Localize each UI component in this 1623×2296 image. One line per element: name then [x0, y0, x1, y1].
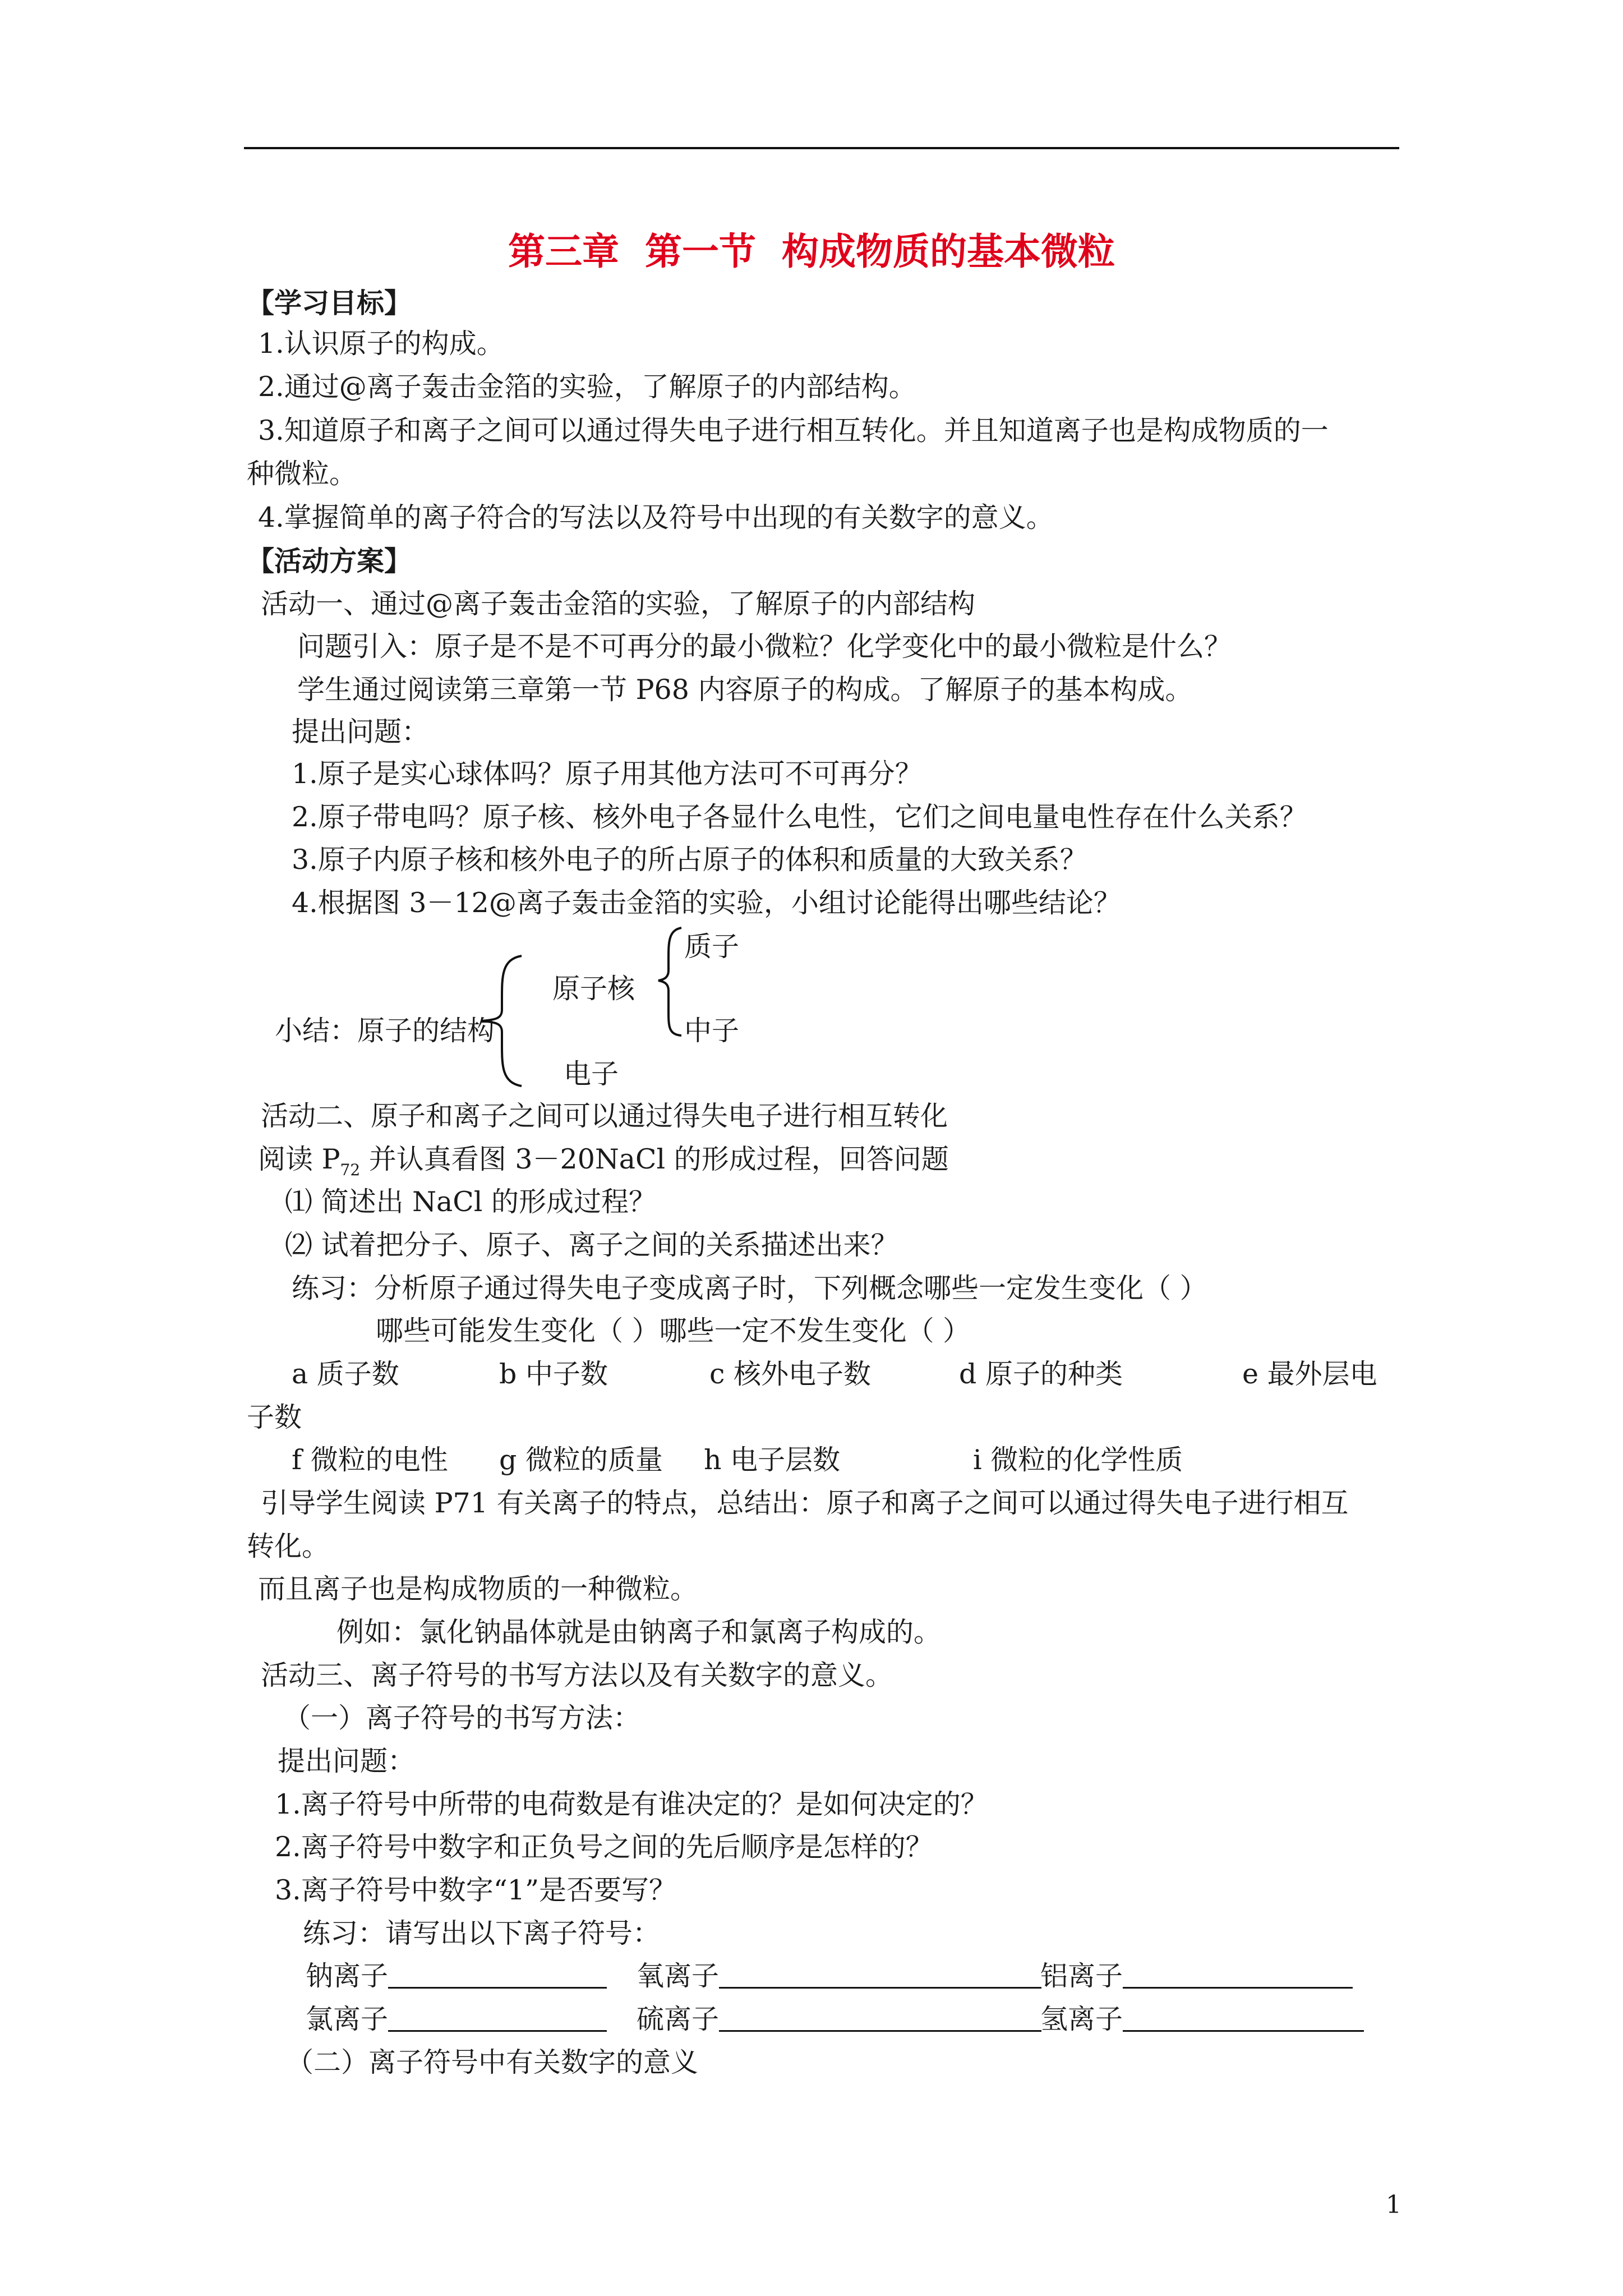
ion-hydrogen-blank[interactable]: [1123, 2005, 1364, 2032]
activity-2-p1: ⑴ 简述出 NaCl 的形成过程？: [285, 1186, 656, 1218]
neutron-label: 中子: [684, 1015, 740, 1047]
activity-1-intro: 问题引入：原子是不是不可再分的最小微粒？化学变化中的最小微粒是什么？: [297, 631, 1232, 662]
ion-sodium: 钠离子: [306, 1959, 607, 1993]
electron-label: 电子: [564, 1058, 619, 1090]
activity-1-q1: 1.原子是实心球体吗？原子用其他方法可不可再分？: [292, 758, 923, 790]
activity-3-q1: 1.离子符号中所带的电荷数是有谁决定的？是如何决定的？: [275, 1788, 988, 1820]
activity-3-sec1: （一）离子符号的书写方法：: [283, 1702, 641, 1734]
activity-1-reading: 学生通过阅读第三章第一节 P68 内容原子的构成。了解原子的基本构成。: [297, 674, 1193, 706]
atom-structure-brace: [477, 954, 527, 1088]
activity-1-title: 活动一、通过@离子轰击金箔的实验，了解原子的内部结构: [261, 588, 976, 620]
option-i: i 微粒的化学性质: [973, 1444, 1183, 1476]
guide-line-2: 转化。: [247, 1530, 330, 1562]
activity-3-q2: 2.离子符号中数字和正负号之间的先后顺序是怎样的？: [275, 1831, 933, 1863]
option-h: h 电子层数: [704, 1444, 841, 1476]
option-d: d 原子的种类: [959, 1358, 1123, 1390]
page-title: 第三章 第一节 构成物质的基本微粒: [508, 230, 1115, 273]
example-line: 例如：氯化钠晶体就是由钠离子和氯离子构成的。: [336, 1616, 942, 1648]
practice-label: 练习：请写出以下离子符号：: [303, 1917, 661, 1949]
option-e: e 最外层电: [1242, 1358, 1377, 1390]
ion-aluminum: 铝离子: [1040, 1959, 1353, 1993]
option-c: c 核外电子数: [709, 1358, 872, 1390]
objective-3-cont: 种微粒。: [247, 458, 357, 490]
ion-sulfur-blank[interactable]: [719, 2005, 1041, 2032]
ion-oxygen: 氧离子: [637, 1959, 1041, 1993]
ion-chlorine-blank[interactable]: [388, 2005, 607, 2032]
activities-heading: 【活动方案】: [247, 545, 412, 577]
objective-1: 1.认识原子的构成。: [258, 328, 504, 360]
ion-hydrogen: 氢离子: [1040, 2003, 1364, 2036]
option-e-cont: 子数: [247, 1401, 302, 1433]
exercise-line-1: 练习：分析原子通过得失电子变成离子时，下列概念哪些一定发生变化（ ）: [292, 1272, 1207, 1304]
objective-4: 4.掌握简单的离子符合的写法以及符号中出现的有关数字的意义。: [258, 501, 1054, 533]
activity-3-sec2: （二）离子符号中有关数字的意义: [286, 2046, 699, 2078]
nucleus-brace: [656, 926, 684, 1038]
guide-line-1: 引导学生阅读 P71 有关离子的特点，总结出：原子和离子之间可以通过得失电子进行相互: [261, 1487, 1349, 1519]
header-rule: [244, 147, 1399, 149]
nucleus-label: 原子核: [552, 973, 635, 1005]
ion-sulfur: 硫离子: [637, 2003, 1041, 2036]
page-number: 1: [1386, 2191, 1401, 2219]
option-b: b 中子数: [499, 1358, 608, 1390]
option-a: a 质子数: [292, 1358, 399, 1390]
activity-1-ask: 提出问题：: [292, 716, 430, 748]
summary-label: 小结：原子的结构: [275, 1015, 495, 1047]
activity-1-q2: 2.原子带电吗？原子核、核外电子各显什么电性，它们之间电量电性存在什么关系？: [292, 801, 1307, 833]
activity-2-p2: ⑵ 试着把分子、原子、离子之间的关系描述出来？: [285, 1229, 898, 1261]
activity-3-q3: 3.离子符号中数字“1”是否要写？: [275, 1874, 677, 1906]
also-line: 而且离子也是构成物质的一种微粒。: [258, 1573, 698, 1605]
ion-chlorine: 氯离子: [306, 2003, 607, 2036]
objective-3: 3.知道原子和离子之间可以通过得失电子进行相互转化。并且知道离子也是构成物质的一: [258, 415, 1329, 447]
ion-sodium-blank[interactable]: [388, 1962, 607, 1989]
ion-aluminum-blank[interactable]: [1123, 1962, 1353, 1989]
activity-3-ask: 提出问题：: [278, 1745, 416, 1777]
exercise-line-2: 哪些可能发生变化（ ）哪些一定不发生变化（ ）: [376, 1315, 971, 1347]
activity-1-q3: 3.原子内原子核和核外电子的所占原子的体积和质量的大致关系？: [292, 844, 1087, 876]
activity-2-reading: 阅读 $P_{72}$ 并认真看图 3－20NaCl 的形成过程，回答问题: [258, 1143, 949, 1179]
activity-1-q4: 4.根据图 3－12@离子轰击金箔的实验，小组讨论能得出哪些结论？: [292, 887, 1121, 919]
objective-2: 2.通过@离子轰击金箔的实验，了解原子的内部结构。: [258, 371, 916, 403]
proton-label: 质子: [684, 931, 740, 963]
option-f: f 微粒的电性: [292, 1444, 448, 1476]
option-g: g 微粒的质量: [499, 1444, 663, 1476]
activity-3-title: 活动三、离子符号的书写方法以及有关数字的意义。: [261, 1659, 893, 1691]
ion-oxygen-blank[interactable]: [719, 1962, 1041, 1989]
activity-2-title: 活动二、原子和离子之间可以通过得失电子进行相互转化: [261, 1100, 948, 1132]
objectives-heading: 【学习目标】: [247, 287, 412, 319]
